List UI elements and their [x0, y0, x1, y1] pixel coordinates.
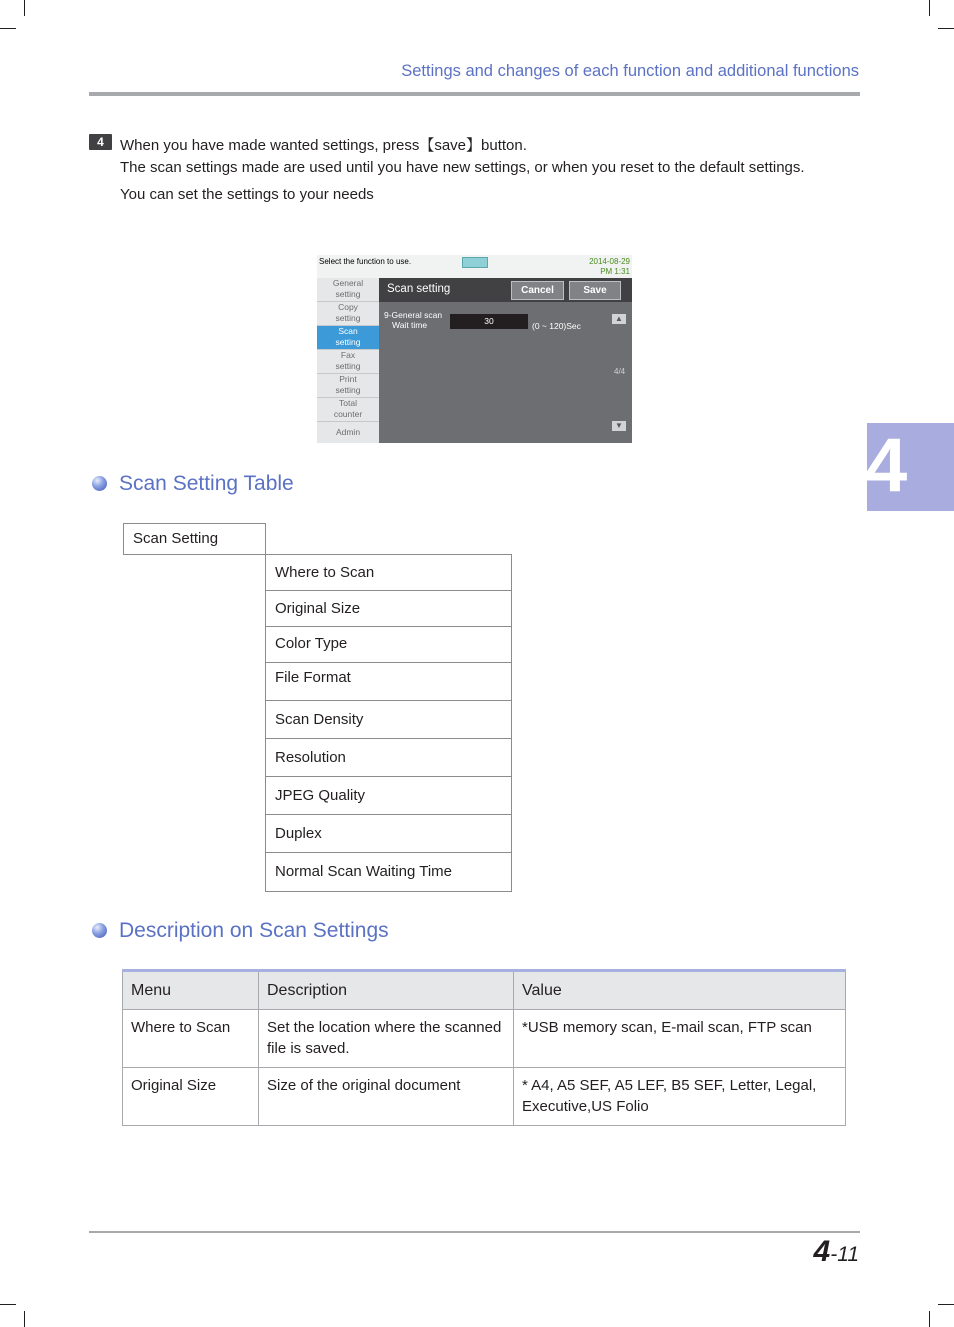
- table-cell-menu: Original Size: [123, 1068, 259, 1126]
- step-instruction: When you have made wanted settings, press【save】button.: [120, 137, 527, 154]
- device-cancel-button: Cancel: [511, 281, 564, 300]
- device-sidebar-label: Fax: [340, 350, 356, 360]
- device-sidebar-label: setting: [335, 289, 361, 299]
- device-wait-time-field: 30: [450, 314, 528, 329]
- scan-setting-item: JPEG Quality: [265, 776, 512, 815]
- device-sidebar-label: setting: [335, 313, 361, 323]
- device-sidebar-label: setting: [335, 385, 361, 395]
- crop-mark: [24, 1311, 25, 1327]
- device-sidebar-label: Total: [339, 398, 357, 408]
- section-title: Scan Setting Table: [119, 472, 294, 495]
- device-sidebar-item-counter: [317, 398, 379, 422]
- device-sidebar-item-admin: [317, 422, 379, 443]
- footer-rule: [89, 1231, 860, 1233]
- scan-setting-item: Scan Density: [265, 700, 512, 739]
- table-cell-description: Set the location where the scanned file is saved.: [259, 1010, 514, 1068]
- crop-mark: [938, 28, 954, 29]
- device-page-indicator: 4/4: [614, 367, 626, 376]
- section-title: Description on Scan Settings: [119, 919, 389, 942]
- scan-setting-item: Resolution: [265, 738, 512, 777]
- description-table: [122, 969, 846, 1126]
- section-heading: [92, 919, 389, 943]
- device-sidebar-item-scan: [317, 326, 379, 350]
- step-note: You can set the settings to your needs: [120, 186, 374, 203]
- crop-mark: [929, 0, 930, 16]
- table-row: [123, 1068, 846, 1126]
- crop-mark: [929, 1311, 930, 1327]
- device-datetime: [589, 257, 630, 277]
- scan-setting-item: File Format: [265, 662, 512, 701]
- device-sidebar-label: Copy: [338, 302, 358, 312]
- device-item-label-line: Wait time: [392, 320, 428, 330]
- device-save-button: Save: [569, 281, 621, 300]
- crop-mark: [938, 1304, 954, 1305]
- device-menu-button: [462, 257, 488, 268]
- device-sidebar-item-fax: [317, 350, 379, 374]
- device-date: 2014-08-29: [589, 257, 630, 266]
- scan-setting-item: Where to Scan: [265, 554, 512, 591]
- device-sidebar-label: counter: [333, 409, 363, 419]
- device-sidebar-label: setting: [335, 337, 361, 347]
- scan-setting-item: Original Size: [265, 590, 512, 627]
- bullet-icon: [92, 476, 107, 491]
- crop-mark: [0, 28, 16, 29]
- scan-setting-item: Duplex: [265, 814, 512, 853]
- step-number-badge: 4: [89, 134, 112, 150]
- table-header-row: [123, 971, 846, 1010]
- table-cell-value: * A4, A5 SEF, A5 LEF, B5 SEF, Letter, Legal, Executive,US Folio: [514, 1068, 846, 1126]
- page-number: [814, 1235, 859, 1269]
- scan-setting-item: Color Type: [265, 626, 512, 663]
- device-prompt: Select the function to use.: [319, 257, 412, 266]
- header-rule: [89, 92, 860, 96]
- chapter-tab: [867, 423, 954, 511]
- crop-mark: [24, 0, 25, 16]
- column-header: Menu: [123, 971, 259, 1010]
- table-row: [123, 1010, 846, 1068]
- device-item-label-line: 9-General scan: [384, 310, 443, 320]
- column-header: Value: [514, 971, 846, 1010]
- scan-setting-root-cell: Scan Setting: [123, 523, 266, 555]
- device-item-label: [384, 310, 442, 330]
- device-status-bar: [317, 255, 632, 278]
- device-sidebar-label: Scan: [338, 326, 358, 336]
- crop-mark: [0, 1304, 16, 1305]
- device-time: PM 1:31: [600, 267, 630, 276]
- device-sidebar-label: Print: [339, 374, 357, 384]
- table-cell-description: Size of the original document: [259, 1068, 514, 1126]
- column-header: Description: [259, 971, 514, 1010]
- device-sidebar-item-general: [317, 278, 379, 302]
- scan-setting-item: Normal Scan Waiting Time: [265, 852, 512, 892]
- device-title-bar: [379, 278, 632, 302]
- chapter-tab-number: 4: [865, 423, 908, 508]
- device-sidebar-label: setting: [335, 361, 361, 371]
- bullet-icon: [92, 923, 107, 938]
- page-chapter: 4: [813, 1235, 831, 1268]
- page-index: -11: [830, 1243, 859, 1266]
- step-note: The scan settings made are used until you have new settings, or when you reset to the default settings.: [120, 159, 805, 176]
- running-header: Settings and changes of each function and additional functions: [401, 62, 859, 80]
- device-screenshot: [317, 255, 632, 443]
- device-sidebar-item-copy: [317, 302, 379, 326]
- device-sidebar-item-print: [317, 374, 379, 398]
- device-scroll-up-icon: ▲: [612, 314, 626, 324]
- device-sidebar-label: General: [332, 278, 364, 288]
- table-cell-menu: Where to Scan: [123, 1010, 259, 1068]
- device-sidebar-label: Admin: [335, 427, 361, 437]
- device-sidebar: [317, 278, 379, 443]
- device-range-hint: (0 ~ 120)Sec: [532, 321, 581, 331]
- device-title: Scan setting: [387, 283, 451, 295]
- section-heading: [92, 472, 294, 496]
- device-scroll-down-icon: ▼: [612, 421, 626, 431]
- table-cell-value: *USB memory scan, E-mail scan, FTP scan: [514, 1010, 846, 1068]
